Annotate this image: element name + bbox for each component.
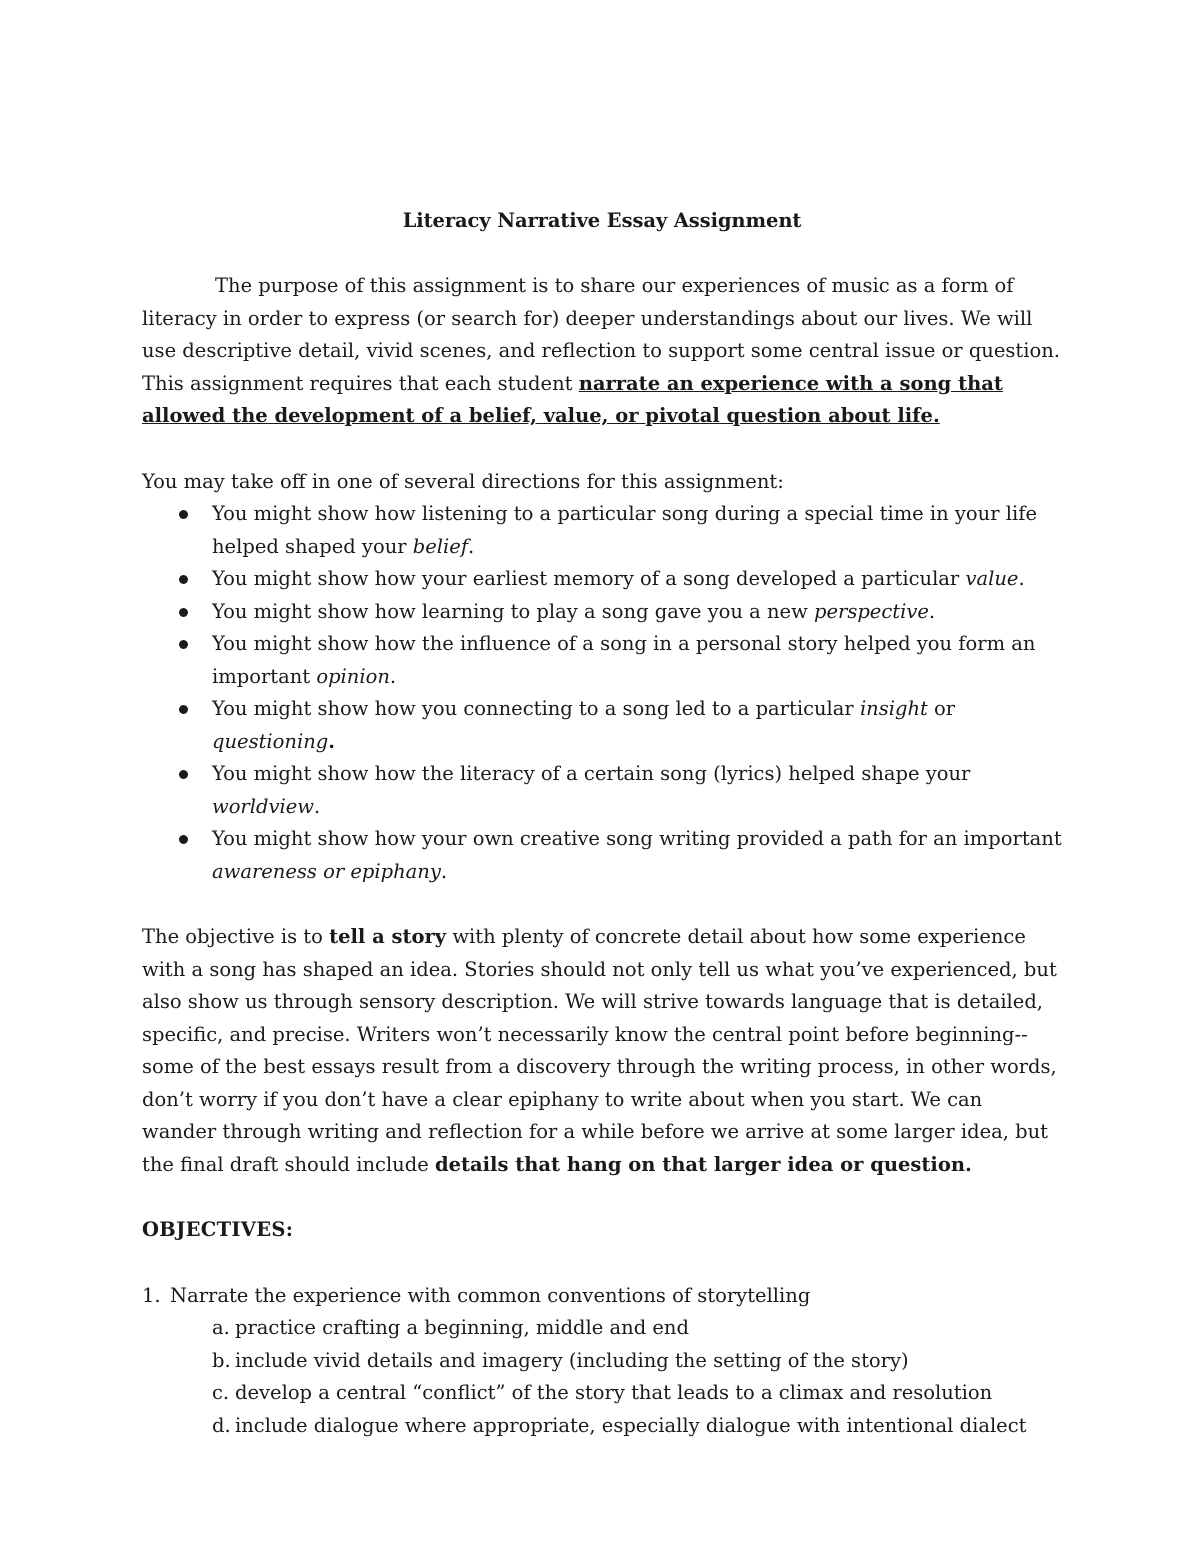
sub-list-item: a. practice crafting a beginning, middle and end	[142, 1312, 1062, 1345]
intro-paragraph	[142, 270, 1062, 433]
document-content	[142, 205, 1062, 1442]
objective-sub-list	[142, 1312, 1062, 1442]
objective-item	[142, 1280, 1062, 1313]
bullet-icon	[179, 510, 188, 519]
sub-list-item: b. include vivid details and imagery (including the setting of the story)	[142, 1345, 1062, 1378]
sub-list-item: d. include dialogue where appropriate, especially dialogue with intentional dialect	[142, 1410, 1062, 1443]
intro-text: The purpose of this assignment is to share our experiences of music as a form of literacy in order to express (or search for) deeper understandings about our lives. We will use descriptive detail, vivid scenes, and reflection to support some central issue or question. This assignment requires that each student	[142, 274, 1060, 395]
sub-letter: a.	[212, 1316, 230, 1339]
directions-list	[142, 498, 1062, 888]
sub-letter: d.	[212, 1413, 231, 1437]
objective-number: 1.	[142, 1283, 161, 1307]
bullet-icon	[179, 608, 188, 617]
bullet-icon	[179, 575, 188, 584]
directions-lead: You may take off in one of several directions for this assignment:	[142, 469, 784, 493]
sub-letter: b.	[212, 1348, 231, 1372]
objective-paragraph: The objective is to tell a story with plenty of concrete detail about how some experience with a song has shaped an idea. Stories should not only tell us what you’ve experienced, but also show us through sensory description. We will strive towards language that is detailed, specific, and precise. Writers won’t necessarily know the central point before beginning--some of the best essays result from a discovery through the writing process, in other words, don’t worry if you don’t have a clear epiphany to write about when you start. We can wander through writing and reflection for a while before we arrive at some larger idea, but the final draft should include details that hang on that larger idea or question.	[142, 925, 1057, 1176]
intro-emphasis: narrate an experience with a song that allowed the development of a belief, value, or pivotal question about life.	[142, 371, 1003, 427]
list-item: You might show how your earliest memory of a song developed a particular value.	[142, 563, 1062, 596]
bullet-icon	[179, 705, 188, 714]
sub-list-item: c. develop a central “conflict” of the story that leads to a climax and resolution	[142, 1377, 1062, 1410]
list-item: You might show how listening to a particular song during a special time in your life helped shaped your belief.	[142, 498, 1062, 563]
list-item: You might show how you connecting to a song led to a particular insight or questioning.	[142, 693, 1062, 758]
bullet-icon	[179, 770, 188, 779]
objective-bold-closing: details that hang on that larger idea or question.	[434, 1152, 972, 1176]
objectives-heading: OBJECTIVES:	[142, 1218, 294, 1241]
objective-text: Narrate the experience with common conventions of storytelling	[170, 1283, 811, 1307]
objective-bold-phrase: tell a story	[329, 925, 447, 948]
sub-letter: c.	[212, 1381, 230, 1404]
list-item: You might show how the influence of a song in a personal story helped you form an important opinion.	[142, 628, 1062, 693]
list-item: You might show how learning to play a song gave you a new perspective.	[142, 596, 1062, 629]
list-item: You might show how the literacy of a certain song (lyrics) helped shape your worldview.	[142, 758, 1062, 823]
bullet-icon	[179, 835, 188, 844]
list-item: You might show how your own creative song writing provided a path for an important awareness or epiphany.	[142, 823, 1062, 888]
document-title: Literacy Narrative Essay Assignment	[402, 209, 802, 232]
bullet-icon	[179, 640, 188, 649]
